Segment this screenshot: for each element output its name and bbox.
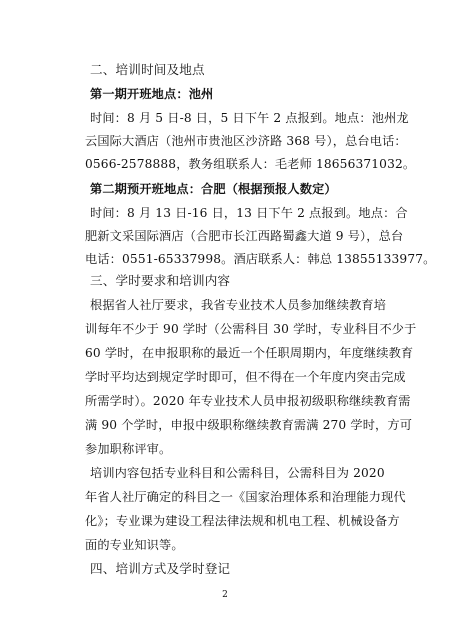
paragraph-line: 学时平均达到规定学时即可，但不得在一个年度内突击完成 — [85, 370, 406, 384]
session-1-title: 第一期开班地点：池州 — [90, 87, 214, 101]
session-1-line: 时间：8 月 5 日-8 日，5 日下午 2 点报到。地点：池州龙 — [90, 111, 409, 125]
paragraph-line: 60 学时，在申报职称的最近一个任职周期内，年度继续教育 — [85, 346, 414, 360]
session-2-line: 电话：0551-65337998。酒店联系人：韩总 13855133977。 — [85, 252, 436, 266]
paragraph-line: 满 90 个学时，申报中级职称继续教育需满 270 学时，方可 — [85, 418, 413, 432]
section-4-heading: 四、培训方式及学时登记 — [90, 561, 231, 576]
paragraph-line: 化》；专业课为建设工程法律法规和机电工程、机械设备方 — [85, 514, 400, 528]
paragraph-line: 参加职称评审。 — [85, 442, 172, 456]
paragraph-line: 根据省人社厅要求，我省专业技术人员参加继续教育培 — [90, 298, 387, 312]
session-2-line: 肥新文采国际酒店（合肥市长江西路蜀鑫大道 9 号），总台 — [85, 229, 404, 243]
paragraph-line: 面的专业知识等。 — [85, 538, 184, 552]
paragraph-line: 所需学时）。2020 年专业技术人员申报初级职称继续教育需 — [85, 394, 411, 408]
paragraph-line: 培训内容包括专业科目和公需科目，公需科目为 2020 — [90, 466, 385, 480]
session-1-line: 0566-2578888，教务组联系人：毛老师 18656371032。 — [85, 157, 416, 171]
session-2-line: 时间：8 月 13 日-16 日，13 日下午 2 点报到。地点：合 — [90, 206, 408, 220]
paragraph-line: 训每年不少于 90 学时（公需科目 30 学时，专业科目不少于 — [85, 322, 417, 336]
page-number: 2 — [222, 590, 228, 600]
paragraph-line: 年省人社厅确定的科目之一《国家治理体系和治理能力现代 — [85, 490, 406, 504]
session-1-line: 云国际大酒店（池州市贵池区沙济路 368 号），总台电话： — [85, 134, 407, 148]
session-2-title: 第二期预开班地点：合肥（根据预报人数定） — [90, 182, 337, 196]
section-2-heading: 二、培训时间及地点 — [90, 62, 205, 77]
section-3-heading: 三、学时要求和培训内容 — [90, 273, 231, 288]
